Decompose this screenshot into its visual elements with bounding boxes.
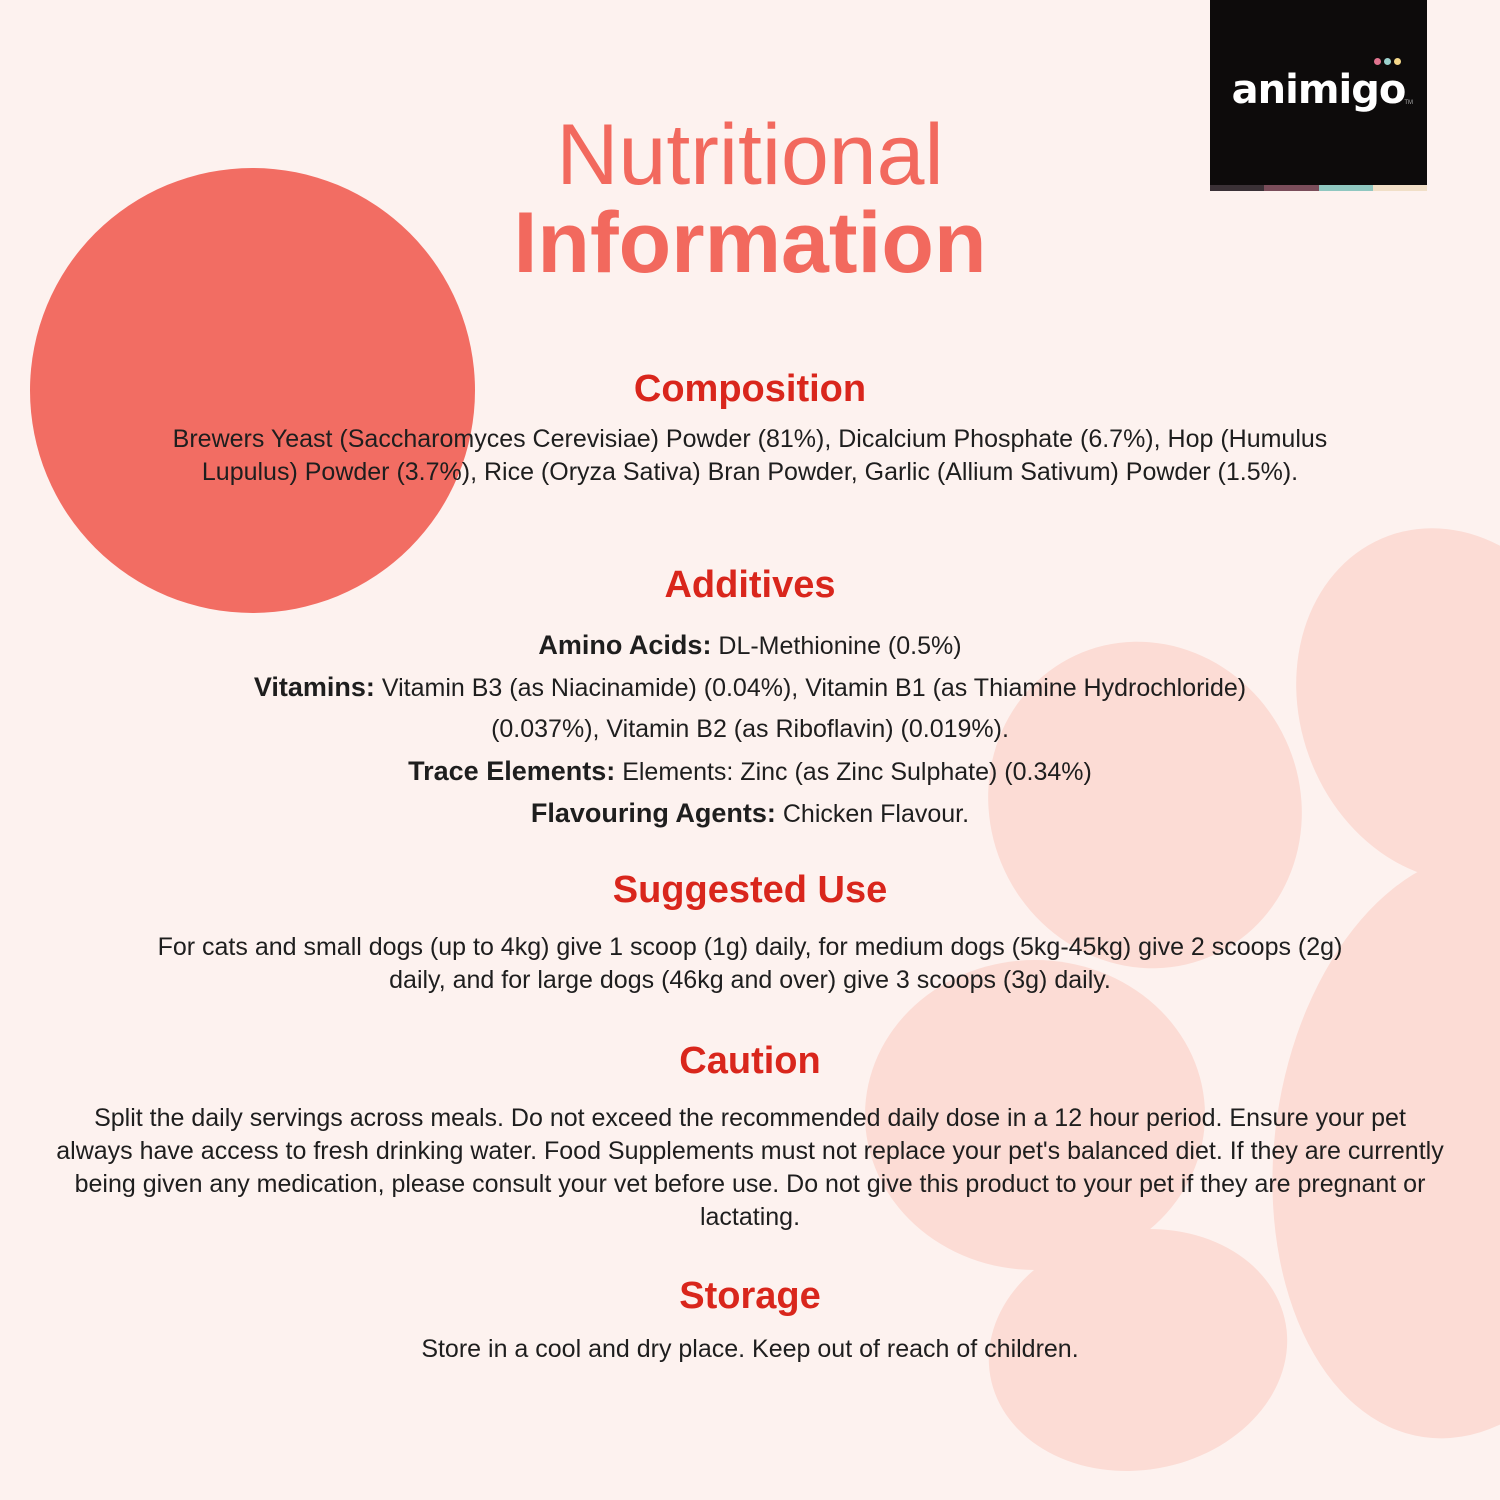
logo-dot (1384, 58, 1391, 65)
suggested-use-text: For cats and small dogs (up to 4kg) give 1 scoop (1g) daily, for medium dogs (5kg-45kg) give 2 scoops (2g) daily, and for large dogs (46kg and over) give 3 scoops (3g) daily. (157, 933, 1343, 994)
amino-acids-value: DL-Methionine (0.5%) (718, 632, 962, 660)
logo-dot (1394, 58, 1401, 65)
additives-heading: Additives (664, 564, 836, 606)
additive-trace-elements (0, 750, 1500, 793)
caution-heading: Caution (679, 1040, 821, 1082)
page-title-line-1: Nutritional (556, 107, 944, 203)
composition-heading: Composition (633, 368, 867, 410)
trademark-mark: TM (1404, 100, 1413, 106)
page-title-line-2: Information (513, 195, 987, 291)
trace-elements-label: Trace Elements: (408, 756, 616, 786)
additive-vitamins-continued (0, 708, 1500, 750)
additive-flavouring-agents (0, 792, 1500, 835)
composition-text: Brewers Yeast (Saccharomyces Cerevisiae) Powder (81%), Dicalcium Phosphate (6.7%), Hop (Humulus Lupulus) Powder (3.7%), Rice (Oryza Sativa) Bran Powder, Garlic (Allium Sativum) Powder (1.5%). (172, 425, 1328, 486)
vitamins-value-continued: (0.037%), Vitamin B2 (as Riboflavin) (0.019%). (491, 715, 1009, 743)
paw-dots-icon (1374, 58, 1401, 65)
storage-heading: Storage (679, 1275, 821, 1317)
suggested-use-heading: Suggested Use (612, 869, 888, 911)
logo-dot (1374, 58, 1381, 65)
caution-text: Split the daily servings across meals. Do not exceed the recommended daily dose in a 12 hour period. Ensure your pet always have access to fresh drinking water. Food Supplements must not replace your pet's balanced diet. If they are currently being given any medication, please consult your vet before use. Do not give this product to your pet if they are pregnant or lactating. (56, 1104, 1444, 1231)
trace-elements-value: Elements: Zinc (as Zinc Sulphate) (0.34%) (622, 758, 1092, 786)
flavouring-agents-label: Flavouring Agents: (530, 798, 776, 828)
amino-acids-label: Amino Acids: (538, 630, 712, 660)
flavouring-agents-value: Chicken Flavour. (782, 800, 970, 828)
additive-vitamins (0, 666, 1500, 709)
vitamins-value: Vitamin B3 (as Niacinamide) (0.04%), Vitamin B1 (as Thiamine Hydrochloride) (381, 674, 1247, 702)
additive-amino-acids (0, 624, 1500, 667)
vitamins-label: Vitamins: (253, 672, 375, 702)
logo-wordmark: animigo (1231, 66, 1406, 113)
storage-text: Store in a cool and dry place. Keep out of reach of children. (421, 1335, 1079, 1363)
